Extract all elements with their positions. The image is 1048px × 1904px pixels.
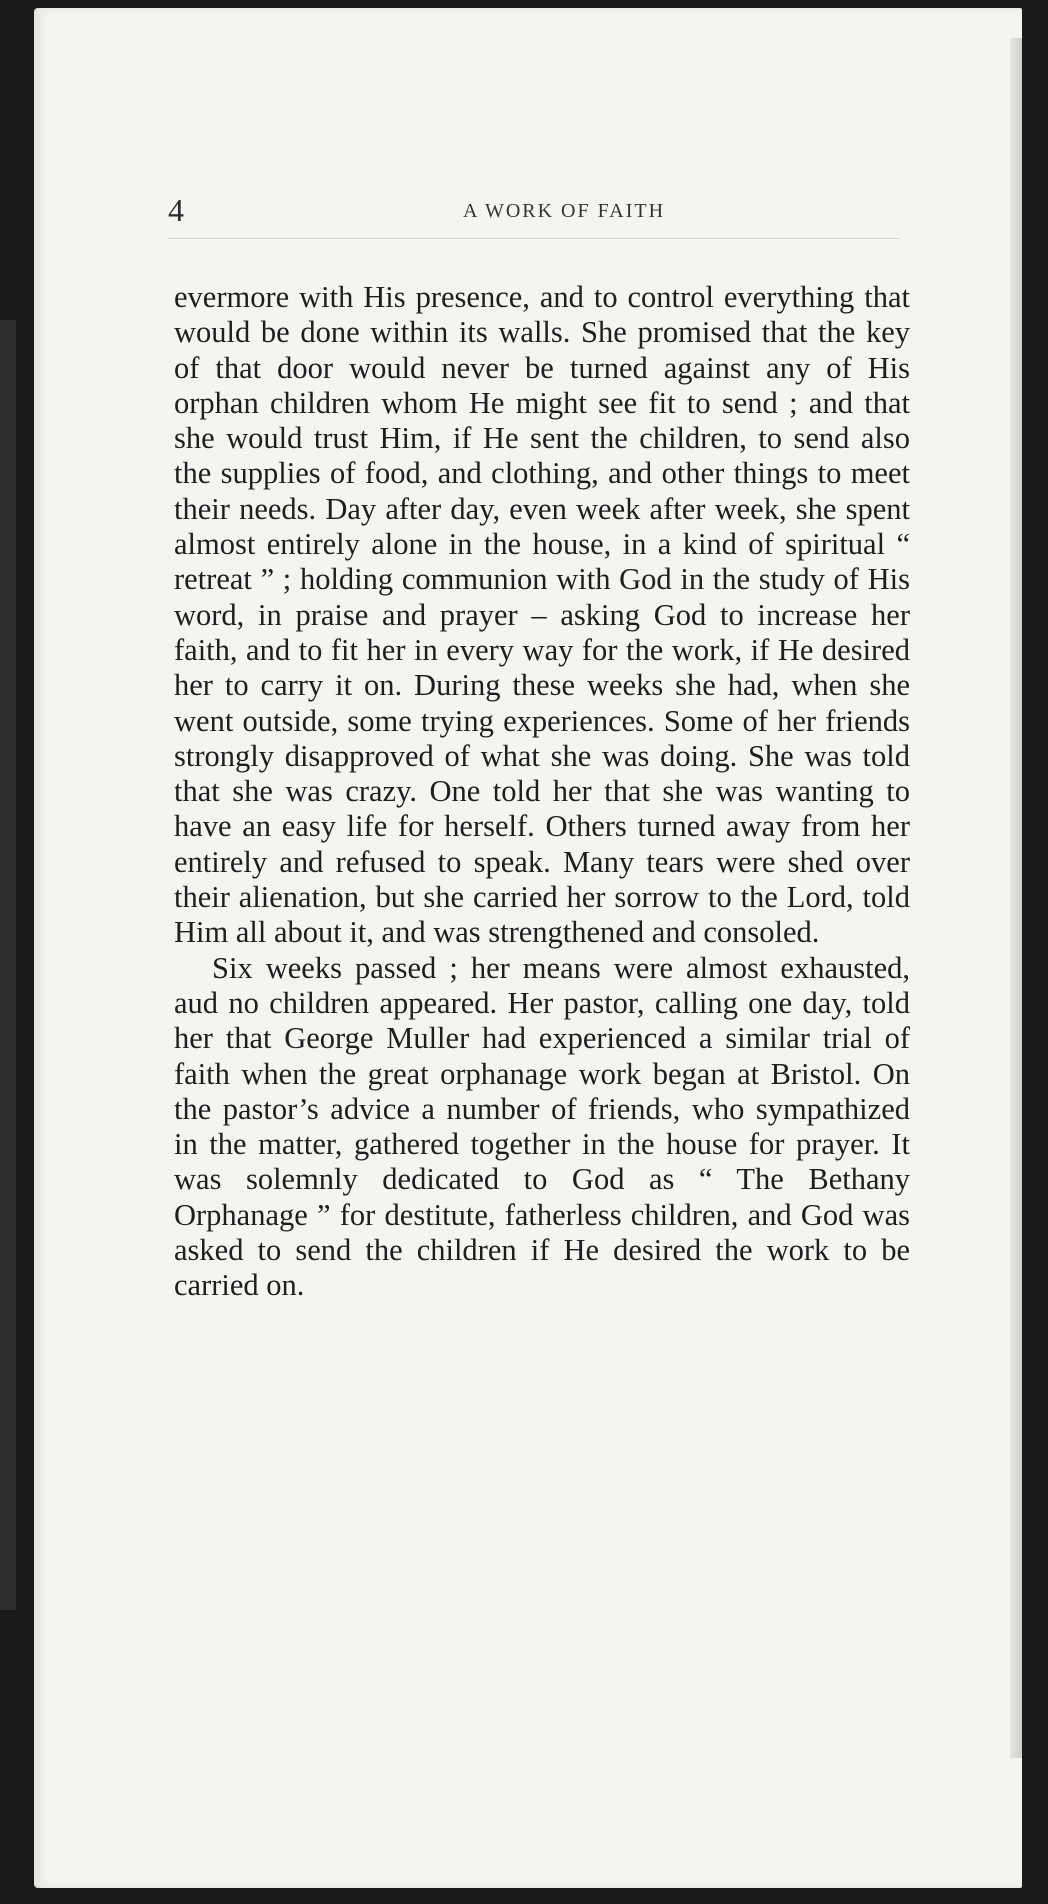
paragraph: evermore with His presence, and to control everything that would be done within its walls. She promised that the key of that door would never be turned against any of His orphan children whom He might see fit to send ; and that she would trust Him, if He sent the children, to send also the supplies of food, and clothing, and other things to meet their needs. Day after day, even week after week, she spent almost entirely alone in the house, in a kind of spiritual “ retreat ” ; holding communion with God in the study of His word, in praise and prayer – asking God to increase her faith, and to fit her in every way for the work, if He desired her to carry it on. During these weeks she had, when she went outside, some trying experiences. Some of her friends strongly disapproved of what she was doing. She was told that she was crazy. One told her that she was wanting to have an easy life for herself. Others turned away from her entirely and refused to speak. Many tears were shed over their alienation, but she carried her sorrow to the Lord, told Him all about it, and was strengthened and consoled. <box>174 280 910 950</box>
page-gutter-edge <box>1010 38 1022 1758</box>
page-header <box>168 192 900 238</box>
paragraph: Six weeks passed ; her means were almost exhausted, aud no children appeared. Her pastor, calling one day, told her that George Muller had experienced a similar trial of faith when the great orphanage work began at Bristol. On the pastor’s advice a number of friends, who sympathized in the matter, gathered together in the house for prayer. It was solemnly dedicated to God as “ The Bethany Orphanage ” for destitute, fatherless children, and God was asked to send the children if He desired the work to be carried on. <box>174 950 910 1303</box>
header-rule <box>168 238 900 239</box>
body-text <box>174 280 910 1304</box>
running-title: A WORK OF FAITH <box>462 200 666 222</box>
page-number: 4 <box>168 192 184 228</box>
page-edge-shadow <box>0 320 16 1610</box>
